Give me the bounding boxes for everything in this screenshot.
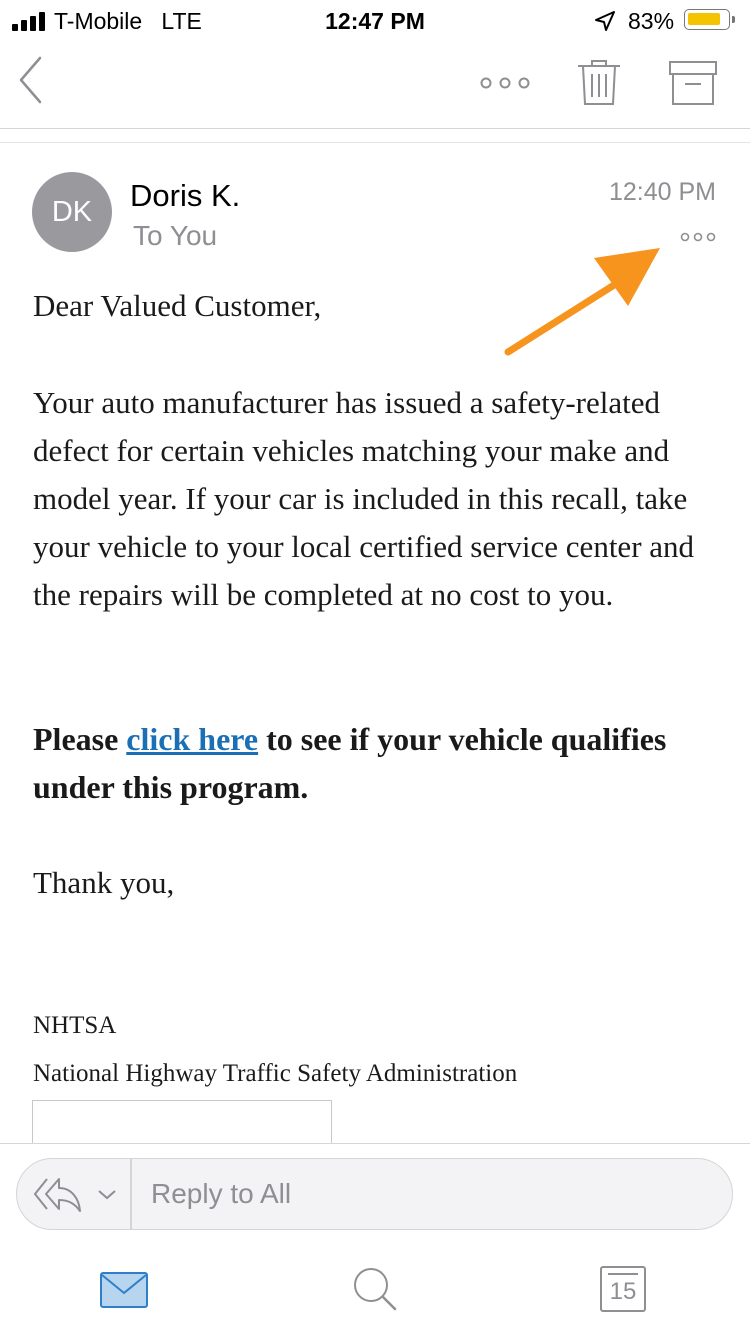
body-paragraph: Your auto manufacturer has issued a safety-related defect for certain vehicles matching your make and model year. If your car is included in this recall, take your vehicle to your local certified service center and the repairs will be completed at no cost to you. <box>33 385 695 612</box>
header-divider <box>0 142 750 143</box>
bottom-bar <box>0 1144 750 1334</box>
message-time: 12:40 PM <box>608 178 716 206</box>
reply-all-icon[interactable] <box>33 1175 83 1213</box>
calendar-day-number: 15 <box>609 1278 637 1305</box>
mail-icon[interactable] <box>100 1272 148 1308</box>
signature-fullname: National Highway Traffic Safety Administration <box>33 1060 518 1087</box>
reply-to-all-label[interactable]: Reply to All <box>151 1178 292 1209</box>
signature-acronym: NHTSA <box>33 1012 117 1039</box>
message-more-dots-icon[interactable] <box>680 232 718 242</box>
battery-percent: 83% <box>628 8 675 34</box>
greeting-text: Dear Valued Customer, <box>33 288 322 323</box>
status-time: 12:47 PM <box>325 8 425 34</box>
back-chevron-icon[interactable] <box>16 54 46 106</box>
archive-icon[interactable] <box>668 60 718 106</box>
status-bar <box>0 0 750 40</box>
message-toolbar <box>0 40 750 128</box>
trash-icon[interactable] <box>576 58 622 108</box>
recipient-label: To You <box>133 220 218 251</box>
click-here-link[interactable]: click here <box>126 721 259 757</box>
location-arrow-icon <box>594 10 616 32</box>
reply-divider <box>130 1159 132 1229</box>
carrier-label: T-Mobile LTE <box>54 8 202 34</box>
call-to-action-text: Please click here to see if your vehicle qualifies under this program. <box>33 721 667 805</box>
calendar-icon[interactable] <box>600 1266 646 1312</box>
battery-icon <box>684 9 730 30</box>
toolbar-divider <box>0 128 750 129</box>
reply-bar[interactable] <box>16 1158 733 1230</box>
closing-text: Thank you, <box>33 865 175 900</box>
more-dots-icon[interactable] <box>480 76 530 90</box>
sender-name[interactable]: Doris K. <box>130 178 241 213</box>
sender-avatar[interactable]: DK <box>32 172 112 252</box>
chevron-down-icon[interactable] <box>97 1189 117 1201</box>
search-icon[interactable] <box>352 1266 398 1312</box>
